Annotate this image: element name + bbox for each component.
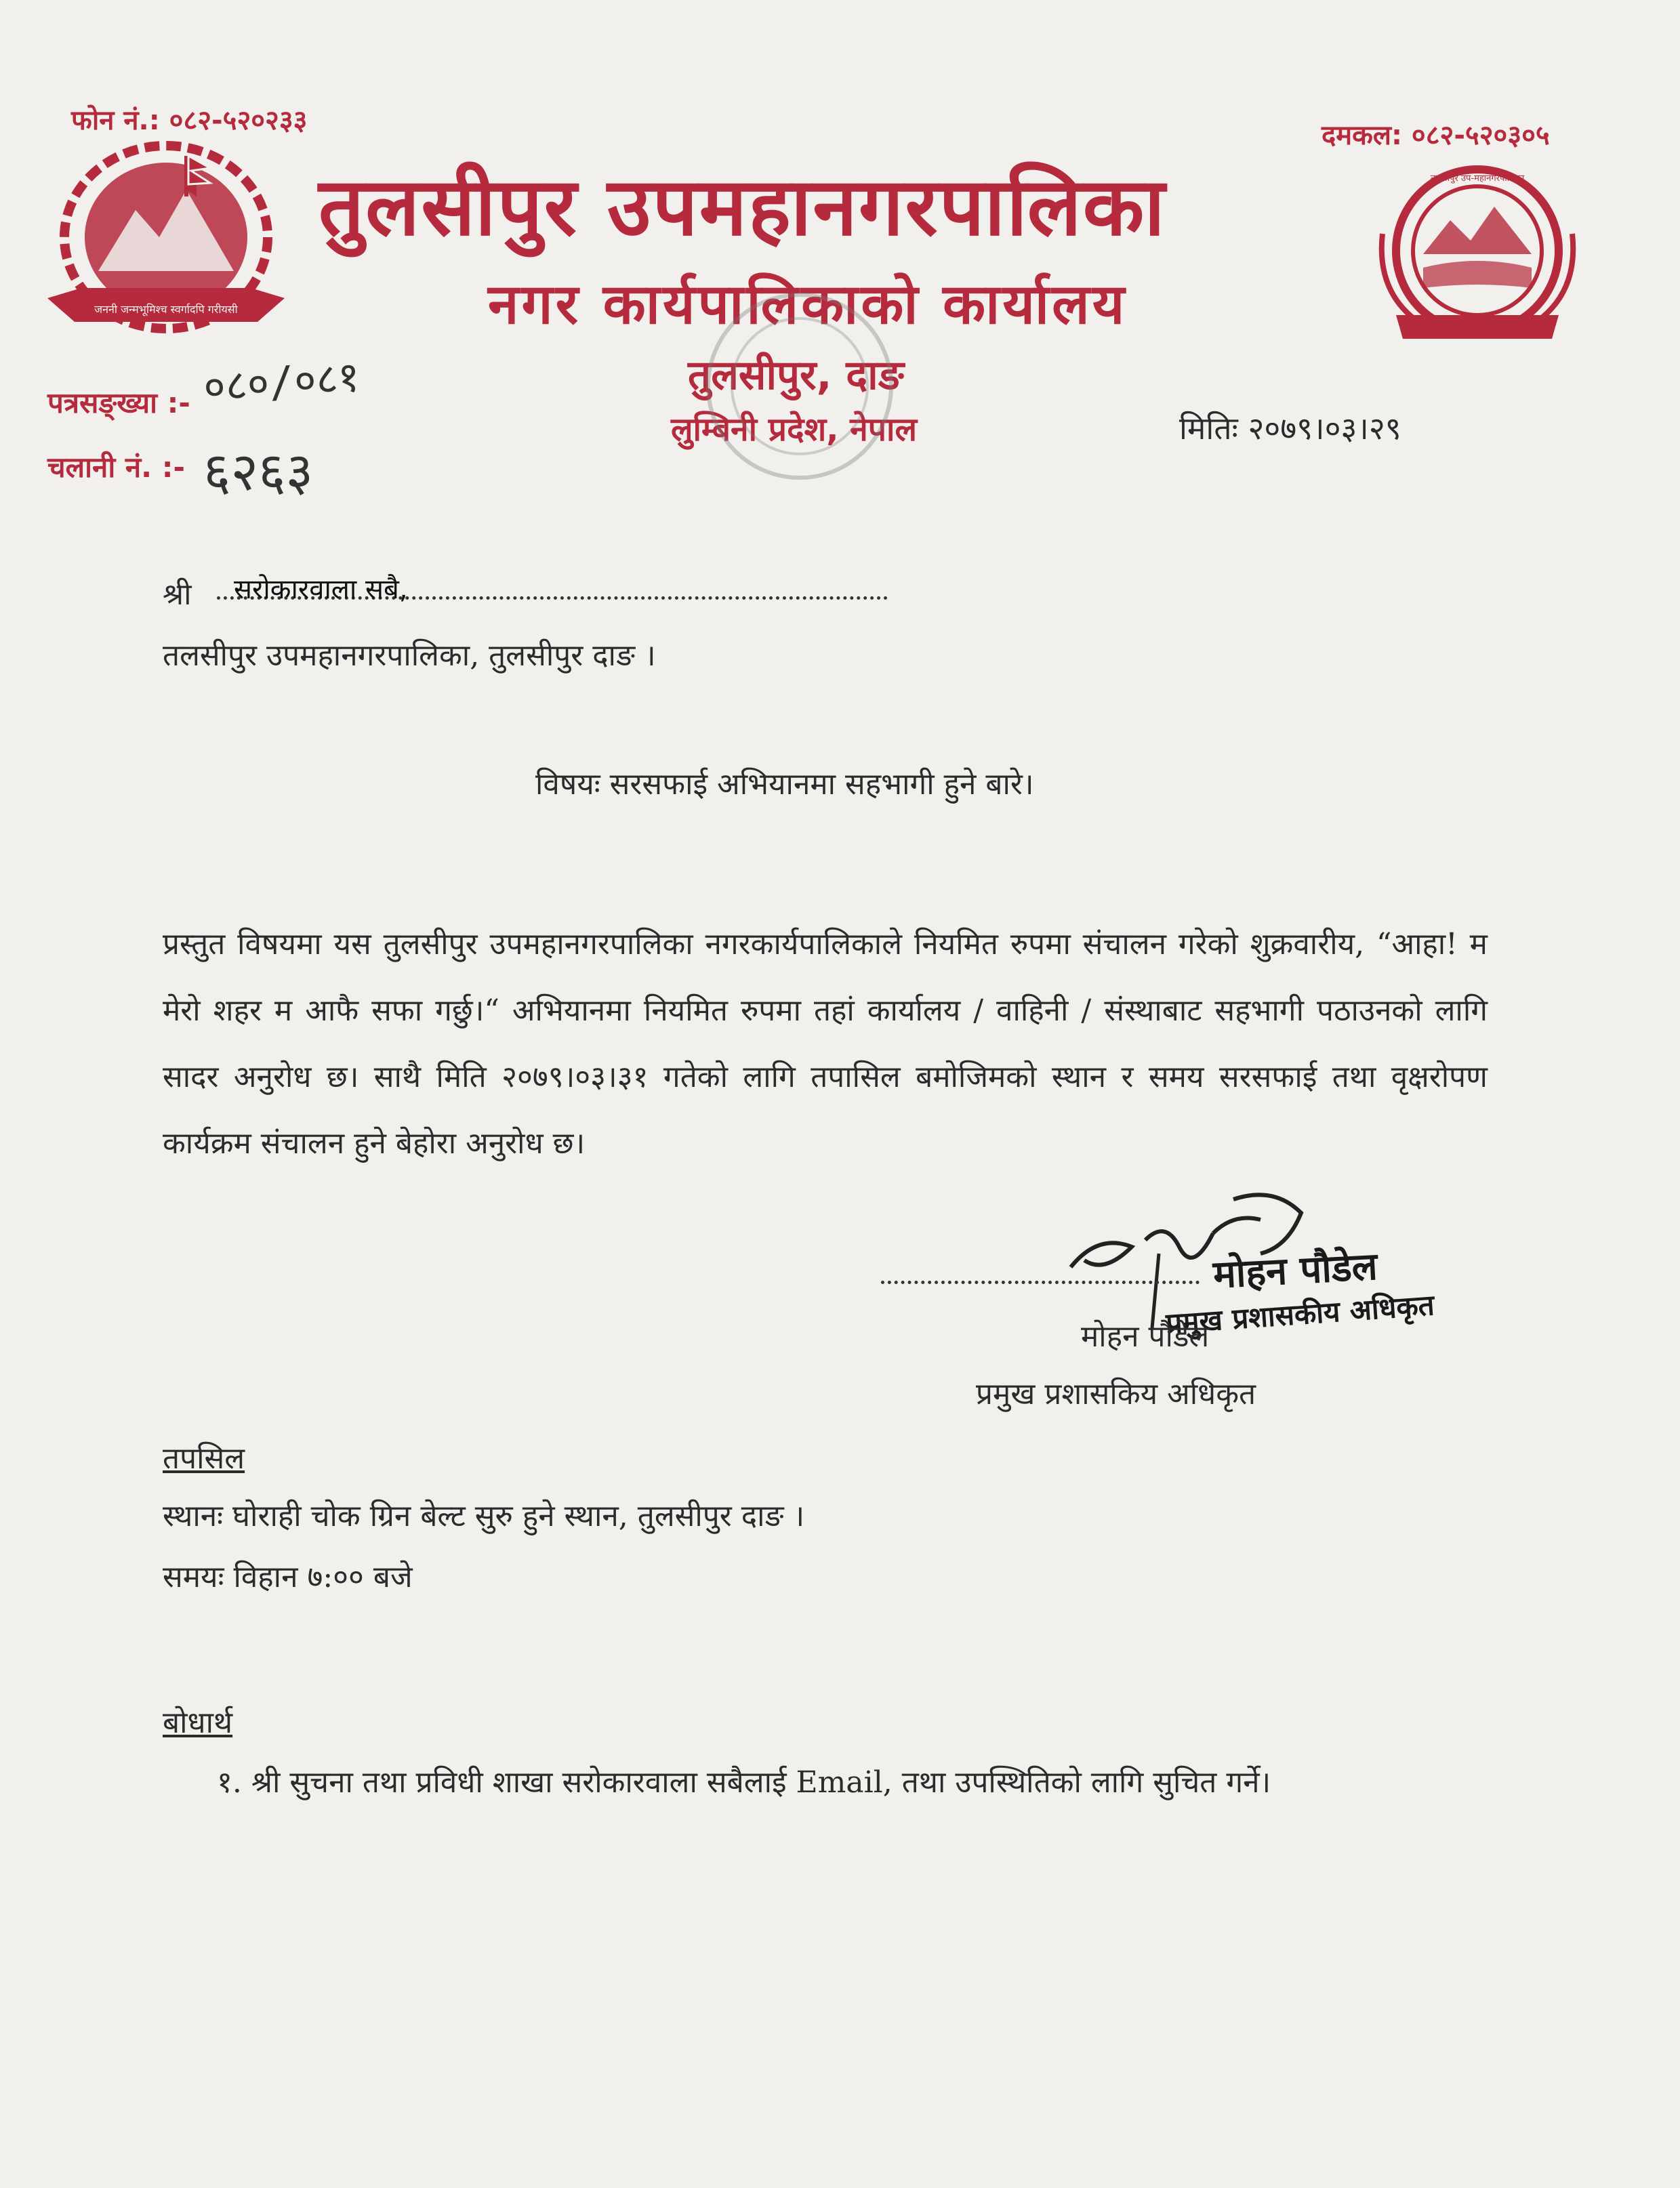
nepal-emblem-icon [41, 136, 291, 352]
dispatch-value: ६२६३ [203, 442, 314, 503]
stamp-title: प्रमुख प्रशासकीय अधिकृत [1164, 1288, 1436, 1340]
details-heading: तपसिल [163, 1441, 245, 1476]
subject-line: विषयः सरसफाई अभियानमा सहभागी हुने बारे। [535, 767, 1034, 802]
addressee-name: सरोकारवाला सबै, [234, 574, 408, 605]
reference-label: पत्रसङ्ख्या :- [47, 386, 190, 419]
addressee-prefix: श्री [163, 577, 192, 612]
municipality-seal-icon [1369, 152, 1586, 356]
dispatch-label: चलानी नं. :- [47, 451, 185, 484]
seal-text [1431, 173, 1525, 184]
letter-date: मितिः २०७९।०३।२९ [1179, 410, 1401, 447]
location-line: तुलसीपुर, दाङ [688, 352, 904, 399]
signatory-designation: प्रमुख प्रशासकिय अधिकृत [976, 1377, 1256, 1411]
signature-dotted-line [881, 1281, 1200, 1284]
fire-number: दमकल: ०८२-५२०३०५ [1322, 120, 1550, 151]
office-stamp-icon [691, 285, 908, 501]
emblem-motto-text [94, 303, 238, 316]
addressee-address: तलसीपुर उपमहानगरपालिका, तुलसीपुर दाङ । [163, 638, 656, 673]
letter-body: प्रस्तुत विषयमा यस तुलसीपुर उपमहानगरपालिका नगरकार्यपालिकाले नियमित रुपमा संचालन गरेको शुक्रवारीय, “आहा! म मेरो शहर म आफै सफा गर्छु।“ अभियानमा नियमित रुपमा तहां कार्यालय / वाहिनी / संस्थाबाट सहभागी पठाउनको लागि सादर अनुरोध छ। साथै मिति २०७९।०३।३१ गतेको लागि तपासिल बमोजिमको स्थान र समय सरसफाई तथा वृक्षरोपण कार्यक्रम संचालन हुने बेहोरा अनुरोध छ। [163, 927, 1488, 1161]
stamp-name: मोहन पौडेल [1212, 1244, 1379, 1298]
province-line: लुम्बिनी प्रदेश, नेपाल [671, 411, 918, 449]
signatory-name: मोहन पौडेल [1081, 1319, 1210, 1354]
cc-heading: बोधार्थ [163, 1706, 233, 1740]
details-time: समयः विहान ७:०० बजे [163, 1560, 413, 1594]
phone-number: फोन नं.: ०८२-५२०२३३ [71, 105, 308, 136]
municipality-title: तुलसीपुर उपमहानगरपालिका [319, 160, 1166, 253]
svg-text:तुलसीपुर उप-महानगरपालिका: तुलसीपुर उप-महानगरपालिका [1430, 173, 1525, 184]
office-subtitle: नगर कार्यपालिकाको कार्यालय [488, 272, 1128, 337]
svg-text:जननी जन्मभूमिश्च स्वर्गादपि गर: जननी जन्मभूमिश्च स्वर्गादपि गरीयसी [94, 303, 238, 316]
details-place: स्थानः घोराही चोक ग्रिन बेल्ट सुरु हुने स्थान, तुलसीपुर दाङ । [163, 1499, 805, 1533]
cc-item: १. श्री सुचना तथा प्रविधी शाखा सरोकारवाला सबैलाई Email, तथा उपस्थितिको लागि सुचित गर्ने। [217, 1765, 1271, 1800]
reference-value: ०८०/०८१ [201, 352, 362, 412]
